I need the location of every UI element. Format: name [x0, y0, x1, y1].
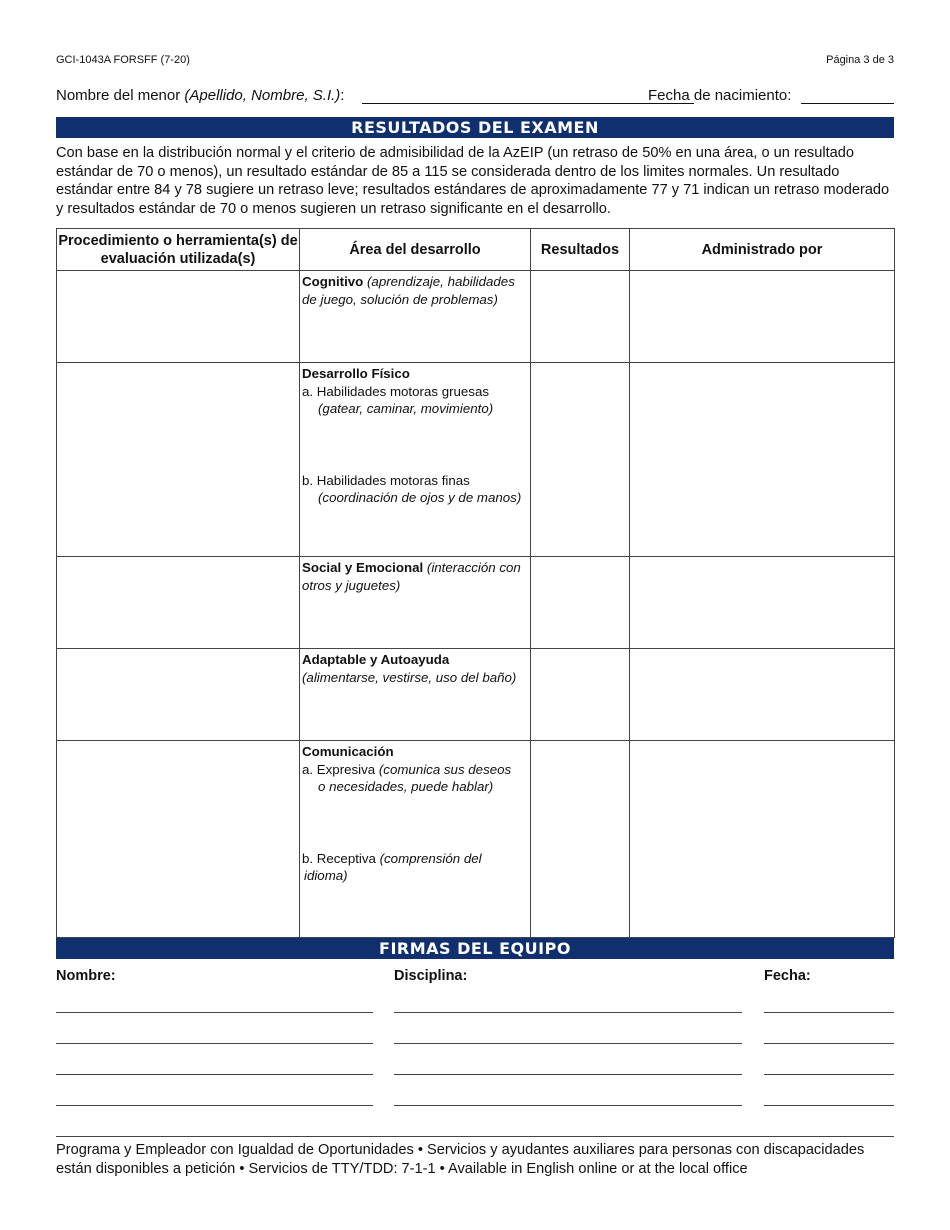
table-row	[57, 271, 895, 363]
area-cell-physical: Desarrollo Físico a. Habilidades motoras gruesas (gatear, caminar, movimiento) b. Habilidades motoras finas (coordinación de ojos y de manos)	[300, 363, 531, 557]
procedure-cell-adaptive[interactable]	[57, 649, 300, 741]
form-id: GCI-1043A FORSFF (7-20)	[56, 54, 190, 66]
results-cell-cognitive[interactable]	[531, 271, 630, 363]
footer-divider	[56, 1136, 894, 1137]
table-row	[57, 557, 895, 649]
col-administered-by: Administrado por	[630, 229, 895, 271]
signature-date-field[interactable]	[764, 1012, 894, 1013]
table-row	[57, 363, 895, 557]
footer-text: Programa y Empleador con Igualdad de Oportunidades • Servicios y ayudantes auxiliares para personas con discapacidades están disponibles a petición • Servicios de TTY/TDD: 7-1-1 • Available in English online or at the local office	[56, 1142, 865, 1177]
child-name-label: Nombre del menor (Apellido, Nombre, S.I.):	[56, 87, 345, 104]
area-cell-adaptive: Adaptable y Autoayuda (alimentarse, vestirse, uso del baño)	[300, 649, 531, 741]
signature-discipline-field[interactable]	[394, 1043, 742, 1044]
col-procedure: Procedimiento o herramienta(s) de evaluación utilizada(s)	[57, 229, 300, 271]
area-cell-cognitive: Cognitivo (aprendizaje, habilidades de juego, solución de problemas)	[300, 271, 531, 363]
child-info-row	[56, 87, 894, 107]
col-results: Resultados	[531, 229, 630, 271]
table-row	[57, 649, 895, 741]
signature-name-field[interactable]	[56, 1012, 373, 1013]
dob-label: Fecha de nacimiento:	[648, 87, 792, 104]
signature-name-field[interactable]	[56, 1074, 373, 1075]
signature-date-field[interactable]	[764, 1105, 894, 1106]
signature-name-field[interactable]	[56, 1043, 373, 1044]
procedure-cell-communication[interactable]	[57, 741, 300, 938]
procedure-cell-social[interactable]	[57, 557, 300, 649]
administered-cell-adaptive[interactable]	[630, 649, 895, 741]
results-cell-social[interactable]	[531, 557, 630, 649]
signature-discipline-field[interactable]	[394, 1105, 742, 1106]
administered-cell-communication[interactable]	[630, 741, 895, 938]
table-header-row	[57, 229, 895, 271]
signatures-section-title: FIRMAS DEL EQUIPO	[56, 938, 894, 959]
table-row	[57, 741, 895, 938]
signature-discipline-label: Disciplina:	[394, 968, 468, 984]
administered-cell-cognitive[interactable]	[630, 271, 895, 363]
procedure-cell-physical[interactable]	[57, 363, 300, 557]
area-cell-communication: Comunicación a. Expresiva (comunica sus deseos o necesidades, puede hablar) b. Receptiva (comprensión del idioma)	[300, 741, 531, 938]
page-number: Página 3 de 3	[826, 54, 894, 66]
results-cell-adaptive[interactable]	[531, 649, 630, 741]
results-cell-physical[interactable]	[531, 363, 630, 557]
area-cell-social: Social y Emocional (interacción con otros y juguetes)	[300, 557, 531, 649]
results-intro: Con base en la distribución normal y el criterio de admisibilidad de la AzEIP (un retraso de 50% en una área, o un resultado estándar de 70 o menos), un resultado estándar de 85 a 115 se considerada dentro de los limites normales. Un resultado estándar entre 84 y 78 sugiere un retraso leve; resultados estándares de aproximadamente 77 y 71 indican un retraso moderado y resultados estándar de 70 o menos sugieren un retraso significante en el desarrollo.	[56, 145, 890, 217]
col-area: Área del desarrollo	[300, 229, 531, 271]
child-name-field[interactable]	[362, 103, 694, 104]
signature-name-field[interactable]	[56, 1105, 373, 1106]
signature-discipline-field[interactable]	[394, 1074, 742, 1075]
signature-date-field[interactable]	[764, 1043, 894, 1044]
procedure-cell-cognitive[interactable]	[57, 271, 300, 363]
signature-date-field[interactable]	[764, 1074, 894, 1075]
administered-cell-physical[interactable]	[630, 363, 895, 557]
signature-discipline-field[interactable]	[394, 1012, 742, 1013]
dob-field[interactable]	[801, 103, 894, 104]
results-section-title: RESULTADOS DEL EXAMEN	[56, 117, 894, 138]
signature-name-label: Nombre:	[56, 968, 116, 984]
exam-results-table	[56, 228, 895, 938]
administered-cell-social[interactable]	[630, 557, 895, 649]
results-cell-communication[interactable]	[531, 741, 630, 938]
child-name-hint: (Apellido, Nombre, S.I.)	[184, 87, 341, 104]
signature-date-label: Fecha:	[764, 968, 811, 984]
